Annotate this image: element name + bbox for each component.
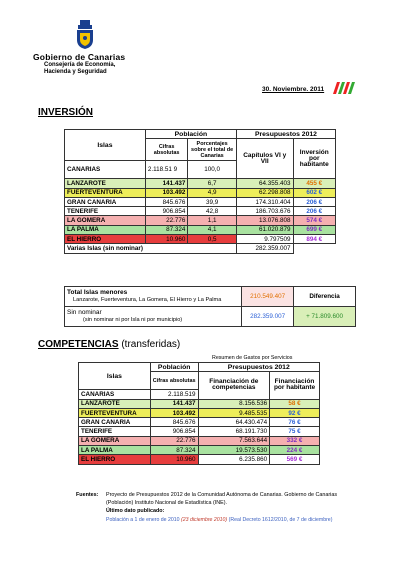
column-header-porcentajes: Porcentajes sobre el total de Canarias: [188, 139, 237, 161]
column-header-poblacion: Población: [145, 130, 236, 139]
table-header-row: Islas Población Presupuestos 2012: [79, 363, 320, 372]
table-row-sin-nominar: Sin nominar (sin nominar ni por Isla ni por municipio) 282.359.007 + 71.809.600: [65, 307, 356, 327]
table-row: TENERIFE 906.854 42,8 186.703.676 206 €: [65, 207, 336, 216]
table-row-canarias: CANARIAS 2.118.519: [79, 390, 320, 399]
table-header-row: [65, 130, 336, 139]
table-subheader-row: Cifras absolutas Financiación de competencias Financiación por habitante: [79, 372, 320, 390]
ministry-name: Consejería de Economía, Hacienda y Seguridad: [44, 62, 116, 75]
resumen-caption: Resumen de Gastos por Servicios: [212, 355, 293, 361]
coat-of-arms-logo: [74, 20, 96, 50]
table-row: GRAN CANARIA 845.676 64.430.474 76 €: [79, 418, 320, 427]
table-row: LA GOMERA 22.776 7.563.644 332 €: [79, 436, 320, 445]
table-row: LA GOMERA 22.776 1,1 13.076.808 574 €: [65, 216, 336, 225]
column-header-capitulos: Capítulos VI y VII: [236, 139, 293, 179]
table-row: FUERTEVENTURA 103.492 9.485.535 92 €: [79, 408, 320, 417]
sources-label: Fuentes:: [76, 492, 99, 498]
column-header-presupuestos: Presupuestos 2012: [236, 130, 335, 139]
document-date: 30. Noviembre. 2011: [262, 86, 325, 93]
table-row-varias: Varias Islas (sin nominar) 282.359.007: [65, 244, 336, 253]
government-title: Gobierno de Canarias: [33, 52, 126, 62]
table-row: GRAN CANARIA 845.676 39,9 174.310.404 206 €: [65, 197, 336, 206]
section-title-competencias: COMPETENCIAS (transferidas): [38, 339, 181, 350]
table-row: LA PALMA 87.324 4,1 61.020.879 699 €: [65, 225, 336, 234]
table-row-menores: Total Islas menores Lanzarote, Fuerteventura, La Gomera, El Hierro y La Palma 210.549.407 Diferencia: [65, 287, 356, 307]
competencias-table: [78, 362, 320, 465]
column-header-inversion: Inversión por habitante: [293, 139, 335, 179]
column-header-islas: Islas: [65, 130, 146, 161]
table-row-canarias: CANARIAS 2.118.51 9 100,0: [65, 161, 336, 179]
islas-menores-table: [64, 286, 356, 327]
table-row: EL HIERRO 10.960 0,5 9.797509 894 €: [65, 235, 336, 244]
table-row: LANZAROTE 141.437 8.156.536 58 €: [79, 399, 320, 408]
table-row: FUERTEVENTURA 103.492 4,9 62.298.808 602 €: [65, 188, 336, 197]
table-row: TENERIFE 906.854 68.191.730 75 €: [79, 427, 320, 436]
document-page: Gobierno de Canarias Consejería de Economía, Hacienda y Seguridad 30. Noviembre. 2011 INVERSIÓN Islas Población Presupuestos 2012 Cifras absolutas Porcentajes sobre el total de Canarias Capítulos VI y VII Inversión por habitante CANARIAS 2.118.51 9 100,0 LANZAROTE 141.437 6,7 64.355.403 455 € FUERTEVENTURA 103.492 4,9 62.298.808 602 € GRAN CANARIA 845.676 39,9 174.310.404 206 € TENERIFE 906.854 42,8 186.703.676 206 € LA GOMERA 22.776 1,1 13.076.808 574 € LA PALMA 87.324 4,1 61.020.879 699 € EL HIERRO 10.960 0,5 9.797509 894 € Varias Islas (sin nominar) 282.359.007 Total Islas menores Lanzarote, Fuerteventura, La Gomera, El Hierro y La Palma 210.549.407 Diferencia Sin nominar (sin nominar ni por Isla ni por municipio) 282.359.007 + 71.809.600 COMPETENCIAS (transferidas) Resumen de Gastos por Servicios Islas Población Presupuestos 2012 Cifras absolutas Financiación de competencias Financiación por habitante CANARIAS 2.118.519 LANZAROTE 141.437 8.156.536 58 € FUERTEVENTURA 103.492 9.485.535 92 € GRAN CANARIA 845.676 64.430.474 76 € TENERIFE 906.854 68.191.730 75 € LA GOMERA 22.776 7.563.644 332 € LA PALMA 87.324 19.573.530 224 € EL HIERRO 10.960 6.235.860 569 € Fuentes: Proyecto de Presupuestos 2012 de la Comunidad Autónoma de Canarias. Gobierno de Canarias (Población) Instituto Nacional de Estadística (INE). Último dato publicado: Población a 1 de enero de 2010 (23 diciembre 2010) (Real Decreto 1612/2010, de 7 de diciembre): [0, 0, 400, 566]
table-row: LANZAROTE 141.437 6,7 64.355.403 455 €: [65, 179, 336, 188]
section-title-inversion: INVERSIÓN: [38, 107, 94, 118]
inversion-table: [64, 129, 336, 254]
stripes-logo-icon: [333, 81, 357, 95]
table-row: LA PALMA 87.324 19.573.530 224 €: [79, 446, 320, 455]
column-header-cifras: Cifras absolutas: [145, 139, 187, 161]
table-row: EL HIERRO 10.960 6.235.860 569 €: [79, 455, 320, 464]
